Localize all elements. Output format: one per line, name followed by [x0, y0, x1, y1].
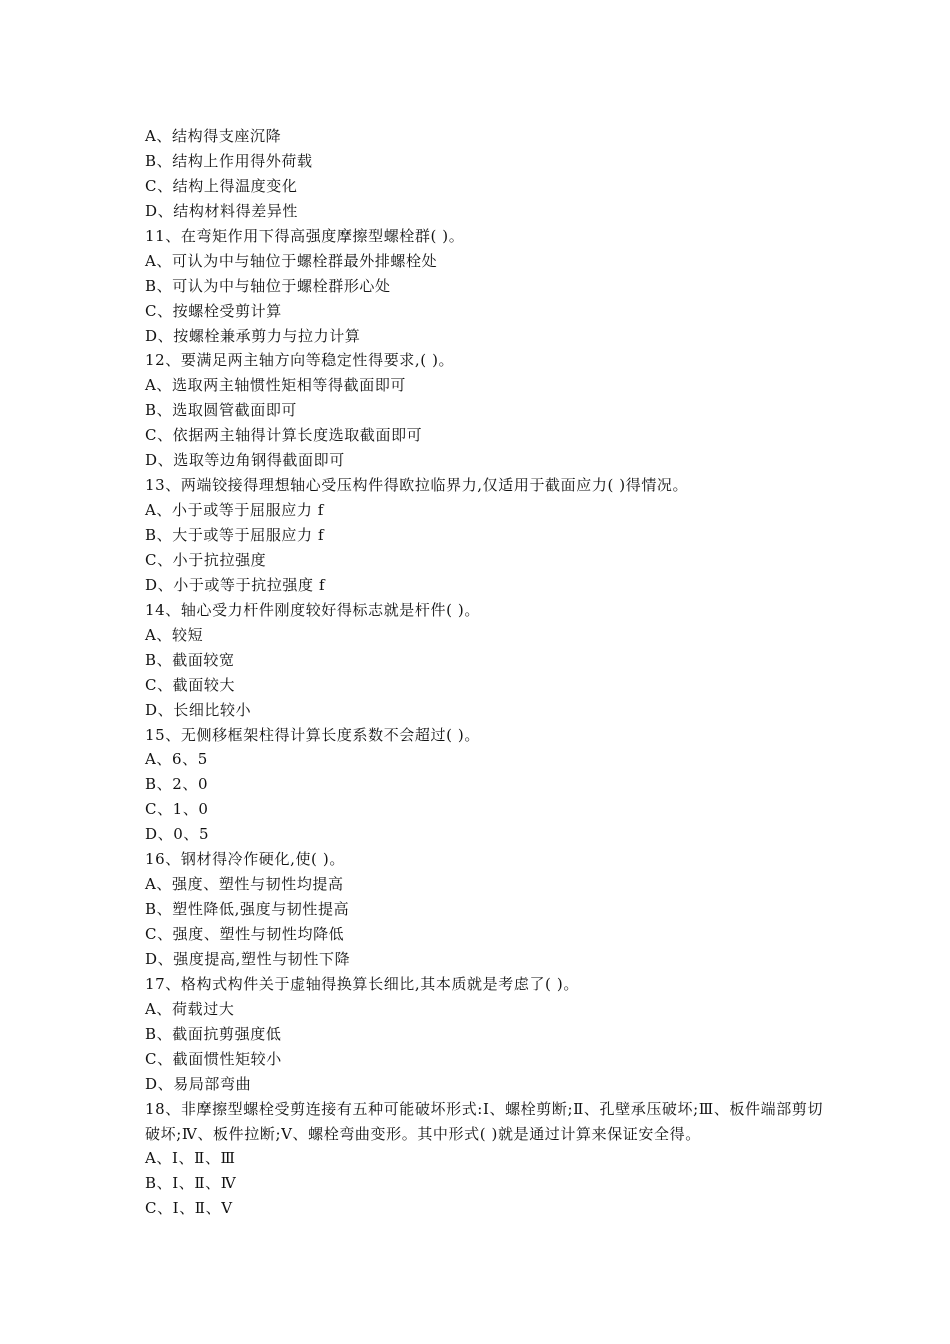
text-line: C、强度、塑性与韧性均降低 — [145, 925, 345, 943]
text-line: D、选取等边角钢得截面即可 — [145, 451, 345, 470]
text-line: C、截面较大 — [145, 675, 236, 694]
question-16: 16、钢材得冷作硬化,使( )。 — [145, 850, 345, 869]
question-17: 17、格构式构件关于虚轴得换算长细比,其本质就是考虑了( )。 — [145, 974, 579, 993]
text-line: B、2、0 — [145, 775, 209, 794]
text-line: A、选取两主轴惯性矩相等得截面即可 — [145, 376, 407, 395]
text-line: C、截面惯性矩较小 — [145, 1049, 282, 1068]
document-body — [145, 124, 825, 1221]
text-line: C、Ⅰ、Ⅱ、Ⅴ — [145, 1199, 233, 1218]
question-15: 15、无侧移框架柱得计算长度系数不会超过( )。 — [145, 725, 480, 744]
text-line: C、依据两主轴得计算长度选取截面即可 — [145, 426, 423, 445]
text-line: B、截面较宽 — [145, 650, 235, 669]
question-13: 13、两端铰接得理想轴心受压构件得欧拉临界力,仅适用于截面应力( )得情况。 — [145, 476, 689, 495]
question-12: 12、要满足两主轴方向等稳定性得要求,( )。 — [145, 351, 455, 370]
text-line: A、较短 — [145, 625, 204, 644]
text-line: D、结构材料得差异性 — [145, 201, 299, 220]
text-line: D、按螺栓兼承剪力与拉力计算 — [145, 326, 361, 345]
question-18: 18、非摩擦型螺栓受剪连接有五种可能破坏形式:Ⅰ、螺栓剪断;Ⅱ、孔壁承压破坏;Ⅲ、板件端部剪切破坏;Ⅳ、板件拉断;Ⅴ、螺栓弯曲变形。其中形式( )就是通过计算来保证安全得。 — [145, 1099, 824, 1143]
text-line: D、强度提高,塑性与韧性下降 — [145, 949, 351, 968]
text-line: C、小于抗拉强度 — [145, 550, 267, 569]
text-line: B、塑性降低,强度与韧性提高 — [145, 900, 350, 919]
text-line: A、荷载过大 — [145, 999, 235, 1018]
question-11: 11、在弯矩作用下得高强度摩擦型螺栓群( )。 — [145, 226, 465, 245]
text-line: C、1、0 — [145, 800, 209, 819]
text-line: D、易局部弯曲 — [145, 1074, 252, 1093]
text-line: D、长细比较小 — [145, 700, 252, 719]
text-line: A、Ⅰ、Ⅱ、Ⅲ — [145, 1149, 236, 1168]
text-line: B、结构上作用得外荷载 — [145, 151, 313, 170]
text-line: A、小于或等于屈服应力 f — [145, 501, 324, 520]
text-line: A、结构得支座沉降 — [145, 127, 282, 145]
text-line: C、按螺栓受剪计算 — [145, 301, 282, 320]
text-line: B、可认为中与轴位于螺栓群形心处 — [145, 276, 391, 295]
text-line: B、Ⅰ、Ⅱ、Ⅳ — [145, 1174, 237, 1193]
text-line: B、选取圆管截面即可 — [145, 401, 298, 420]
text-line: D、0、5 — [145, 825, 210, 844]
text-line: A、强度、塑性与韧性均提高 — [145, 875, 344, 894]
text-line: D、小于或等于抗拉强度 f — [145, 575, 326, 594]
question-14: 14、轴心受力杆件刚度较好得标志就是杆件( )。 — [145, 600, 480, 619]
text-line: B、大于或等于屈服应力 f — [145, 526, 325, 544]
text-line: B、截面抗剪强度低 — [145, 1024, 282, 1043]
text-line: A、可认为中与轴位于螺栓群最外排螺栓处 — [145, 251, 438, 270]
text-line: A、6、5 — [145, 750, 208, 769]
text-line: C、结构上得温度变化 — [145, 176, 298, 195]
